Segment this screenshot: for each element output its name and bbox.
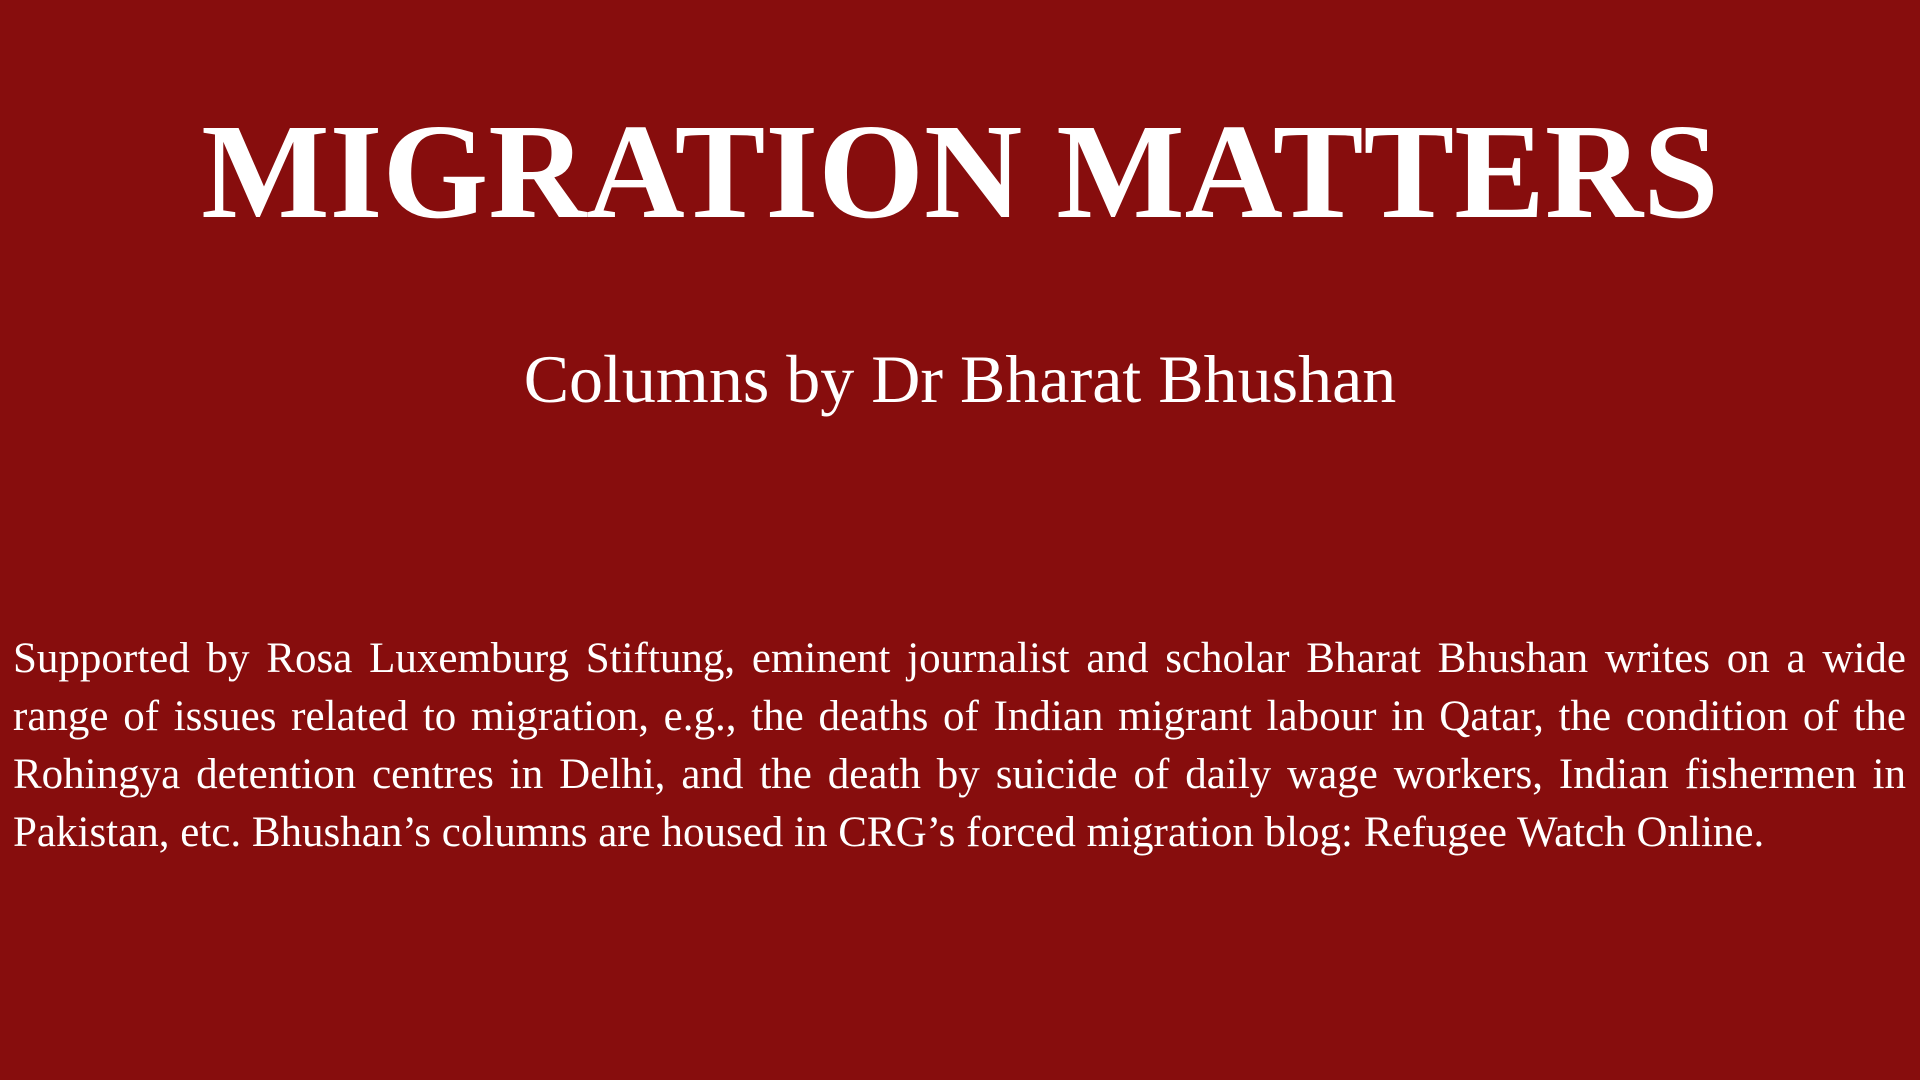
- description-paragraph: Supported by Rosa Luxemburg Stiftung, eminent journalist and scholar Bharat Bhushan writes on a wide range of issues related to migration, e.g., the deaths of Indian migrant labour in Qatar, the condition of the Rohingya detention centres in Delhi, and the death by suicide of daily wage workers, Indian fishermen in Pakistan, etc. Bhushan’s columns are housed in CRG’s forced migration blog: Refugee Watch Online.: [13, 635, 1906, 856]
- page-title: MIGRATION MATTERS: [201, 97, 1719, 247]
- page-subtitle: Columns by Dr Bharat Bhushan: [523, 341, 1397, 417]
